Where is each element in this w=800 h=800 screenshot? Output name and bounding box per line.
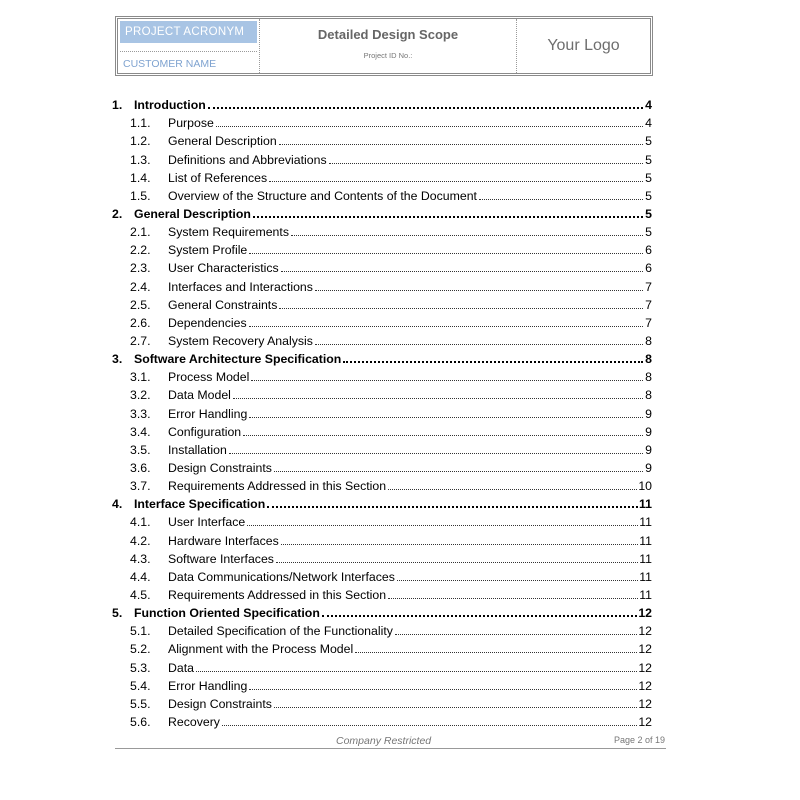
project-acronym: PROJECT ACRONYM: [120, 21, 257, 43]
toc-subentry[interactable]: [112, 620, 652, 638]
toc-entry-title: Error Handling: [168, 406, 248, 421]
page-number: Page 2 of 19: [614, 735, 666, 745]
toc-entry-number: 4.: [112, 497, 123, 512]
toc-dot-leader: [249, 325, 643, 327]
toc-entry-title: Interfaces and Interactions: [168, 279, 313, 294]
footer-divider: [115, 748, 666, 749]
toc-entry-title: Purpose: [168, 116, 214, 131]
toc-dot-leader: [355, 651, 637, 653]
toc-heading-entry[interactable]: [112, 203, 652, 221]
toc-dot-leader: [281, 270, 643, 272]
toc-subentry[interactable]: [112, 130, 652, 148]
toc-entry-page: 5: [645, 170, 652, 185]
toc-subentry[interactable]: [112, 584, 652, 602]
toc-entry-page: 8: [645, 333, 652, 348]
toc-subentry[interactable]: [112, 384, 652, 402]
toc-entry-number: 1.2.: [130, 134, 151, 149]
toc-dot-leader: [243, 434, 643, 436]
toc-dot-leader: [216, 125, 643, 127]
toc-dot-leader: [343, 360, 643, 363]
toc-entry-page: 11: [639, 497, 652, 512]
toc-entry-page: 5: [645, 188, 652, 203]
toc-subentry[interactable]: [112, 112, 652, 130]
toc-entry-title: Introduction: [134, 98, 206, 113]
toc-entry-number: 3.4.: [130, 424, 151, 439]
toc-dot-leader: [279, 143, 643, 145]
toc-dot-leader: [479, 198, 643, 200]
toc-entry-number: 5.5.: [130, 696, 151, 711]
toc-entry-page: 9: [645, 424, 652, 439]
toc-entry-number: 4.2.: [130, 533, 151, 548]
toc-subentry[interactable]: [112, 275, 652, 293]
toc-entry-number: 4.4.: [130, 569, 151, 584]
toc-entry-title: Data Communications/Network Interfaces: [168, 569, 395, 584]
toc-dot-leader: [397, 579, 638, 581]
toc-entry-page: 11: [639, 533, 652, 548]
toc-heading-entry[interactable]: [112, 94, 652, 112]
toc-entry-page: 8: [645, 352, 652, 367]
page-header: [115, 16, 653, 76]
toc-dot-leader: [222, 724, 637, 726]
toc-subentry[interactable]: [112, 439, 652, 457]
toc-entry-title: User Interface: [168, 515, 246, 530]
toc-entry-page: 5: [645, 225, 652, 240]
toc-subentry[interactable]: [112, 239, 652, 257]
toc-entry-page: 5: [645, 134, 652, 149]
toc-entry-title: Alignment with the Process Model: [168, 642, 354, 657]
toc-dot-leader: [249, 416, 643, 418]
toc-dot-leader: [247, 524, 638, 526]
toc-entry-page: 7: [645, 297, 652, 312]
toc-dot-leader: [208, 106, 643, 109]
toc-subentry[interactable]: [112, 675, 652, 693]
toc-entry-number: 2.5.: [130, 297, 151, 312]
toc-dot-leader: [281, 543, 639, 545]
toc-dot-leader: [315, 289, 643, 291]
toc-entry-number: 5.: [112, 606, 123, 621]
toc-entry-number: 3.1.: [130, 370, 151, 385]
toc-entry-page: 5: [645, 206, 652, 221]
toc-entry-page: 12: [638, 660, 652, 675]
toc-entry-title: Data Model: [168, 388, 231, 403]
toc-entry-number: 3.5.: [130, 442, 151, 457]
toc-entry-number: 2.7.: [130, 333, 151, 348]
toc-entry-page: 11: [639, 569, 652, 584]
toc-subentry[interactable]: [112, 148, 652, 166]
toc-entry-title: Configuration: [168, 424, 242, 439]
toc-dot-leader: [267, 505, 638, 508]
toc-dot-leader: [276, 561, 638, 563]
toc-entry-page: 12: [638, 642, 652, 657]
header-right-cell: [517, 19, 650, 73]
toc-entry-number: 2.6.: [130, 315, 151, 330]
toc-dot-leader: [269, 180, 643, 182]
toc-entry-title: Process Model: [168, 370, 250, 385]
toc-entry-number: 4.1.: [130, 515, 151, 530]
toc-entry-title: System Profile: [168, 243, 248, 258]
toc-entry-page: 12: [638, 606, 652, 621]
toc-heading-entry[interactable]: [112, 348, 652, 366]
document-title: Detailed Design Scope: [317, 27, 459, 42]
toc-entry-number: 1.4.: [130, 170, 151, 185]
toc-entry-page: 12: [638, 696, 652, 711]
header-middle-cell: [260, 19, 517, 73]
toc-entry-number: 2.: [112, 206, 123, 221]
toc-entry-title: Data: [168, 660, 194, 675]
customer-name: CUSTOMER NAME: [123, 58, 217, 70]
toc-entry-page: 11: [639, 515, 652, 530]
toc-entry-number: 3.: [112, 352, 123, 367]
toc-entry-number: 3.2.: [130, 388, 151, 403]
toc-entry-page: 10: [638, 479, 652, 494]
toc-entry-page: 6: [645, 261, 652, 276]
toc-subentry[interactable]: [112, 257, 652, 275]
toc-entry-number: 2.1.: [130, 225, 151, 240]
toc-subentry[interactable]: [112, 294, 652, 312]
toc-dot-leader: [388, 597, 638, 599]
toc-dot-leader: [315, 343, 643, 345]
toc-entry-number: 5.2.: [130, 642, 151, 657]
toc-dot-leader: [274, 706, 637, 708]
toc-entry-page: 6: [645, 243, 652, 258]
toc-subentry[interactable]: [112, 167, 652, 185]
toc-entry-title: Design Constraints: [168, 696, 272, 711]
toc-dot-leader: [388, 488, 637, 490]
toc-subentry[interactable]: [112, 511, 652, 529]
header-left-cell: [118, 19, 260, 73]
toc-entry-number: 3.6.: [130, 460, 151, 475]
toc-dot-leader: [274, 470, 643, 472]
logo-placeholder: Your Logo: [547, 37, 620, 54]
toc-subentry[interactable]: [112, 566, 652, 584]
toc-subentry[interactable]: [112, 457, 652, 475]
toc-subentry[interactable]: [112, 638, 652, 656]
toc-entry-title: Dependencies: [168, 315, 247, 330]
toc-dot-leader: [251, 379, 643, 381]
toc-subentry[interactable]: [112, 330, 652, 348]
toc-entry-title: Function Oriented Specification: [134, 606, 320, 621]
toc-entry-number: 4.3.: [130, 551, 151, 566]
toc-dot-leader: [233, 397, 643, 399]
toc-entry-title: Error Handling: [168, 678, 248, 693]
toc-entry-title: General Constraints: [168, 297, 278, 312]
toc-entry-title: Overview of the Structure and Contents of the Document: [168, 188, 477, 203]
customer-separator: [120, 51, 257, 52]
toc-dot-leader: [291, 234, 643, 236]
toc-entry-number: 4.5.: [130, 587, 151, 602]
toc-dot-leader: [279, 307, 643, 309]
toc-subentry[interactable]: [112, 221, 652, 239]
project-id-label: Project ID No.:: [363, 51, 413, 60]
toc-entry-title: Hardware Interfaces: [168, 533, 279, 548]
toc-entry-page: 8: [645, 370, 652, 385]
toc-entry-title: Interface Specification: [134, 497, 266, 512]
toc-entry-page: 9: [645, 406, 652, 421]
toc-entry-number: 3.7.: [130, 479, 151, 494]
toc-entry-title: Software Architecture Specification: [134, 352, 342, 367]
toc-subentry[interactable]: [112, 421, 652, 439]
toc-entry-title: List of References: [168, 170, 268, 185]
toc-entry-number: 2.4.: [130, 279, 151, 294]
toc-entry-page: 4: [645, 116, 652, 131]
toc-subentry[interactable]: [112, 656, 652, 674]
toc-subentry[interactable]: [112, 529, 652, 547]
toc-entry-title: System Recovery Analysis: [168, 333, 313, 348]
toc-entry-title: Recovery: [168, 714, 220, 729]
toc-entry-number: 5.6.: [130, 714, 151, 729]
toc-subentry[interactable]: [112, 475, 652, 493]
toc-entry-title: Software Interfaces: [168, 551, 274, 566]
toc-entry-title: Definitions and Abbreviations: [168, 152, 327, 167]
toc-entry-number: 2.3.: [130, 261, 151, 276]
toc-entry-title: Requirements Addressed in this Section: [168, 587, 387, 602]
toc-entry-number: 5.1.: [130, 624, 151, 639]
toc-entry-page: 9: [645, 442, 652, 457]
toc-dot-leader: [395, 633, 637, 635]
toc-subentry[interactable]: [112, 711, 652, 729]
toc-entry-page: 8: [645, 388, 652, 403]
toc-entry-page: 5: [645, 152, 652, 167]
toc-entry-page: 11: [639, 551, 652, 566]
toc-entry-page: 4: [645, 98, 652, 113]
toc-subentry[interactable]: [112, 548, 652, 566]
company-restricted-label: Company Restricted: [336, 735, 432, 747]
toc-dot-leader: [249, 252, 643, 254]
toc-entry-page: 9: [645, 460, 652, 475]
toc-entry-page: 7: [645, 279, 652, 294]
toc-entry-number: 1.: [112, 98, 123, 113]
toc-heading-entry[interactable]: [112, 493, 652, 511]
toc-subentry[interactable]: [112, 366, 652, 384]
toc-entry-title: General Description: [168, 134, 277, 149]
toc-dot-leader: [329, 162, 643, 164]
toc-entry-title: System Requirements: [168, 225, 289, 240]
toc-entry-title: Design Constraints: [168, 460, 272, 475]
toc-subentry[interactable]: [112, 693, 652, 711]
toc-dot-leader: [196, 670, 637, 672]
toc-dot-leader: [253, 215, 643, 218]
toc-entry-page: 12: [638, 624, 652, 639]
toc-subentry[interactable]: [112, 185, 652, 203]
toc-entry-page: 12: [638, 714, 652, 729]
toc-entry-title: Installation: [168, 442, 227, 457]
toc-heading-entry[interactable]: [112, 602, 652, 620]
toc-dot-leader: [322, 614, 637, 617]
toc-entry-page: 12: [638, 678, 652, 693]
toc-entry-title: Detailed Specification of the Functionality: [168, 624, 393, 639]
toc-subentry[interactable]: [112, 402, 652, 420]
toc-entry-number: 1.3.: [130, 152, 151, 167]
toc-subentry[interactable]: [112, 312, 652, 330]
toc-entry-title: General Description: [134, 206, 251, 221]
toc-entry-number: 2.2.: [130, 243, 151, 258]
toc-entry-page: 7: [645, 315, 652, 330]
toc-entry-title: User Characteristics: [168, 261, 279, 276]
toc-entry-number: 3.3.: [130, 406, 151, 421]
toc-entry-number: 1.1.: [130, 116, 151, 131]
toc-entry-title: Requirements Addressed in this Section: [168, 479, 387, 494]
toc-entry-page: 11: [639, 587, 652, 602]
toc-entry-number: 5.3.: [130, 660, 151, 675]
toc-dot-leader: [249, 688, 637, 690]
table-of-contents: [112, 94, 652, 729]
toc-entry-number: 1.5.: [130, 188, 151, 203]
toc-entry-number: 5.4.: [130, 678, 151, 693]
toc-dot-leader: [229, 452, 643, 454]
